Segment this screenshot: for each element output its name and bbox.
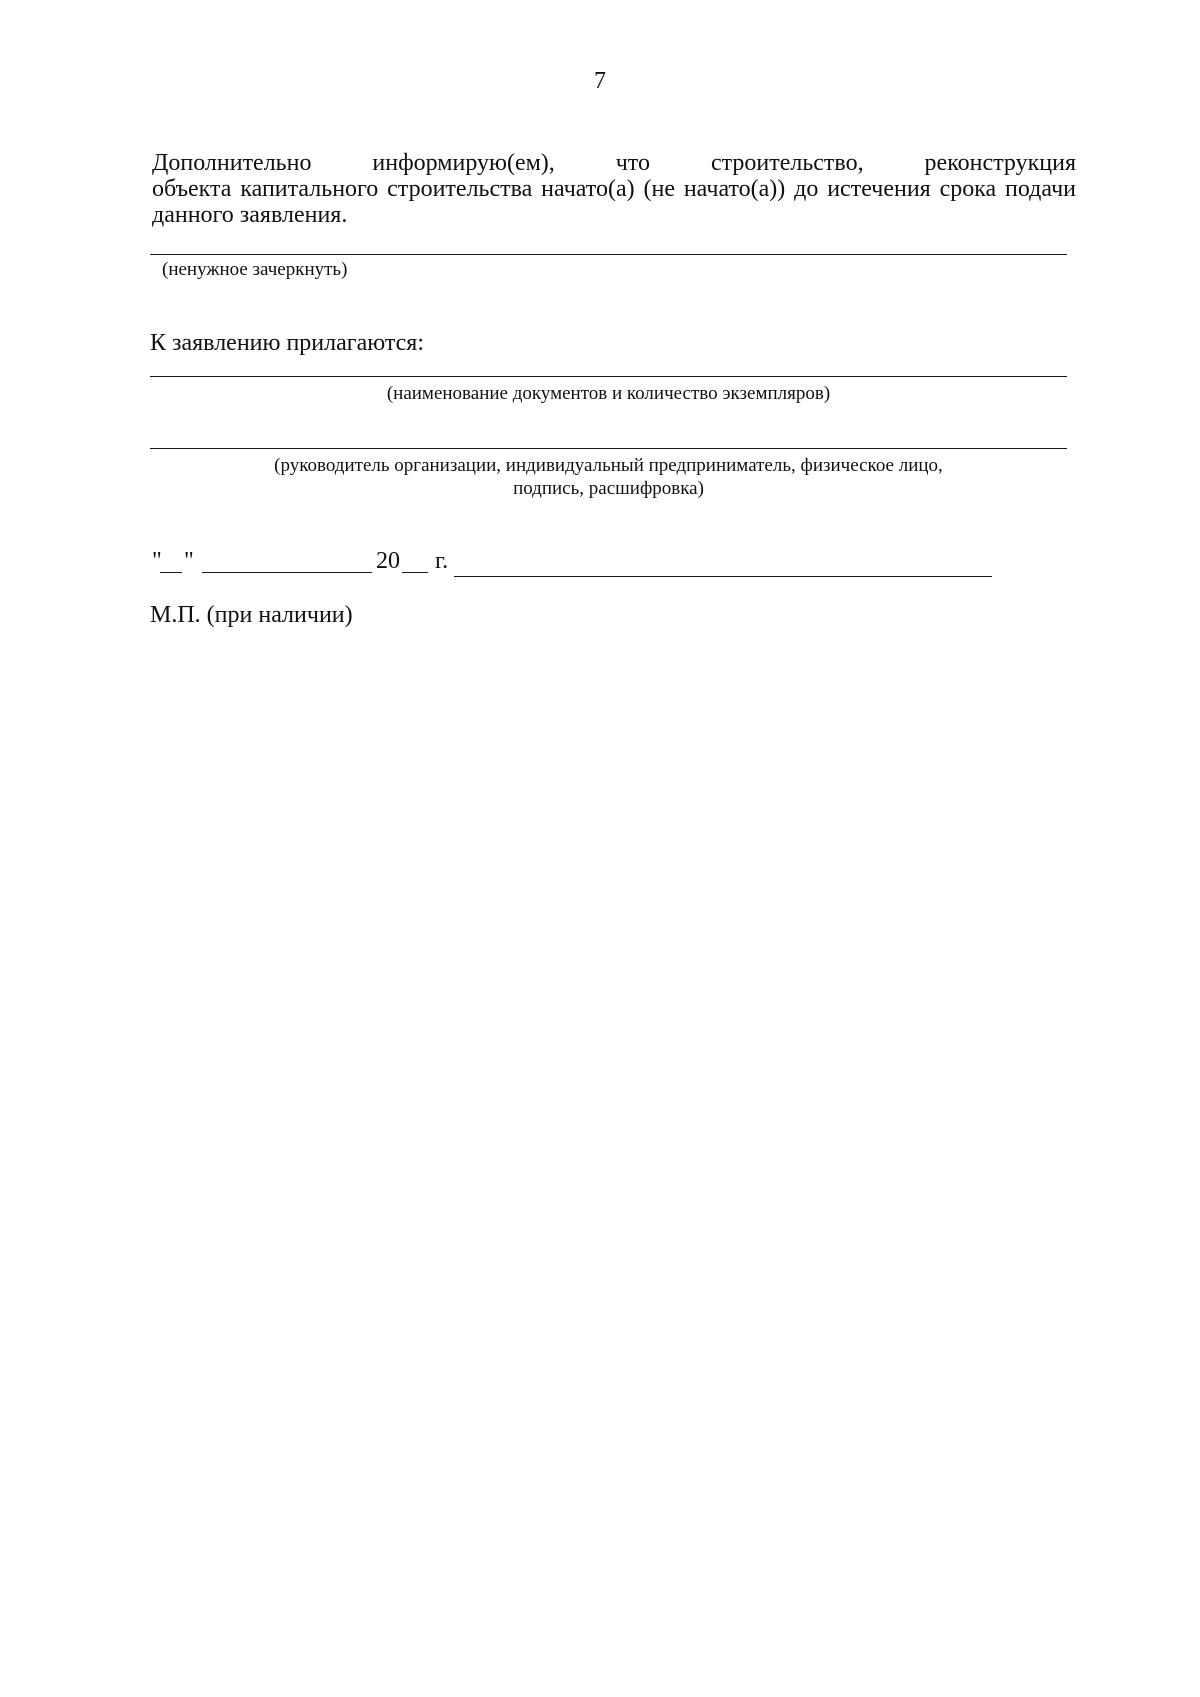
year-blank [402, 572, 428, 573]
attachments-caption: (наименование документов и количество экземпляров) [386, 383, 831, 404]
statement-paragraph [152, 150, 1076, 228]
signature-caption-line-2: подпись, расшифровка) [513, 478, 704, 499]
signature-caption-line-1: (руководитель организации, индивидуальный предприниматель, физическое лицо, [274, 455, 943, 476]
statement-line-2: объекта капитального строительства начато(а) (не начато(а)) до истечения срока подачи [152, 176, 1076, 202]
attachments-heading: К заявлению прилагаются: [150, 330, 425, 356]
day-quote-open: " [152, 548, 162, 574]
signature-blank [454, 576, 992, 577]
stamp-note: М.П. (при наличии) [150, 602, 353, 628]
date-row [152, 548, 1002, 580]
strike-note-line [150, 254, 1067, 255]
signature-line [150, 448, 1067, 449]
page-number: 7 [594, 68, 606, 94]
year-suffix: г. [435, 548, 449, 574]
month-blank [202, 572, 372, 573]
day-quote-close: " [184, 548, 194, 574]
day-blank [160, 572, 182, 573]
strike-note-caption: (ненужное зачеркнуть) [162, 259, 348, 280]
signature-caption [150, 454, 1067, 500]
statement-line-1: Дополнительно информирую(ем), что строительство, реконструкция [152, 150, 1076, 176]
attachments-line [150, 376, 1067, 377]
year-prefix: 20 [376, 548, 400, 574]
statement-line-3: данного заявления. [152, 202, 348, 228]
